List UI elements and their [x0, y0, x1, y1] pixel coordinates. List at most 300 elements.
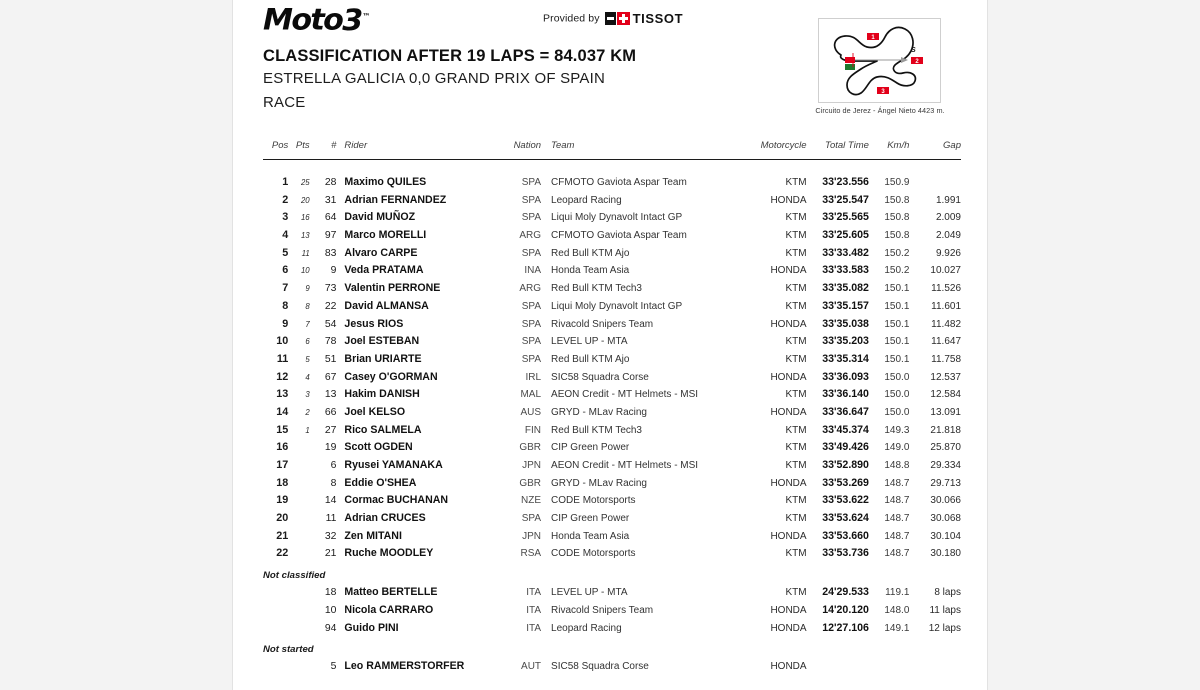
cell-kmh: 148.7 [884, 530, 910, 542]
cell-total-time: 33'35.314 [822, 352, 869, 365]
cell-position: 6 [282, 264, 289, 277]
cell-number: 67 [324, 371, 337, 383]
cell-gap: 30.068 [930, 513, 961, 525]
svg-text:1: 1 [871, 34, 875, 41]
cell-points [288, 584, 309, 602]
section-not-started [263, 637, 961, 658]
col-header-gap: Gap [909, 140, 961, 160]
section-not-classified-label: Not classified [263, 569, 326, 581]
cell-gap: 11.526 [931, 283, 961, 295]
cell-number: 13 [324, 389, 337, 401]
cell-gap: 10.027 [930, 265, 961, 277]
table-row[interactable] [263, 351, 961, 369]
cell-number: 6 [330, 460, 337, 471]
cell-position: 19 [276, 494, 289, 507]
table-row[interactable] [263, 244, 961, 262]
cell-empty [869, 637, 909, 658]
cell-motorcycle: HONDA [770, 318, 807, 330]
cell-total-time: 33'49.426 [822, 441, 869, 454]
svg-text:2: 2 [915, 58, 919, 65]
cell-points [288, 510, 309, 528]
cell-motorcycle: KTM [785, 424, 807, 436]
cell-rider: Cormac BUCHANAN [344, 494, 449, 507]
cell-team: CFMOTO Gaviota Aspar Team [551, 177, 687, 188]
cell-rider: Zen MITANI [344, 529, 402, 542]
col-header-team: Team [541, 140, 738, 160]
cell-position: 5 [282, 246, 289, 259]
cell-position: 8 [282, 299, 289, 312]
table-row[interactable] [263, 280, 961, 298]
cell-gap: 8 laps [934, 587, 961, 599]
cell-points [288, 601, 309, 619]
cell-position: 10 [276, 335, 289, 348]
cell-empty [490, 563, 541, 584]
cell-gap: 25.870 [930, 442, 961, 454]
cell-motorcycle: KTM [785, 353, 807, 365]
cell-total-time: 33'53.660 [822, 529, 869, 542]
cell-nation: ITA [526, 587, 542, 599]
cell-motorcycle: HONDA [770, 622, 807, 634]
cell-team: Honda Team Asia [551, 530, 630, 542]
cell-points: 9 [305, 284, 310, 294]
cell-total-time: 33'33.482 [822, 246, 869, 259]
cell-position: 7 [282, 282, 289, 295]
cell-gap: 2.009 [935, 212, 961, 224]
cell-number: 66 [324, 406, 337, 418]
cell-motorcycle: HONDA [770, 194, 807, 206]
cell-kmh: 149.1 [884, 622, 910, 634]
cell-team: CODE Motorsports [551, 548, 636, 560]
cell-gap: 30.104 [930, 530, 961, 542]
cell-points: 4 [305, 372, 310, 382]
cell-total-time: 33'53.269 [822, 476, 869, 489]
cell-total-time: 33'35.038 [822, 317, 869, 330]
cell-number: 5 [330, 661, 337, 673]
cell-total-time: 33'25.547 [822, 193, 869, 206]
cell-team: Leopard Racing [551, 194, 622, 206]
cell-team: Rivacold Snipers Team [551, 318, 654, 330]
table-row[interactable] [263, 368, 961, 386]
circuit-caption: Circuito de Jerez - Ángel Nieto 4423 m. [815, 106, 945, 115]
cell-team: GRYD - MLav Racing [551, 477, 647, 489]
cell-rider: Hakim DANISH [344, 388, 420, 401]
page-title: CLASSIFICATION AFTER 19 LAPS = 84.037 KM [263, 47, 637, 65]
cell-rider: Nicola CARRARO [344, 603, 434, 616]
trademark-icon: ™ [362, 12, 371, 21]
cell-points: 13 [300, 231, 310, 241]
cell-number: 21 [324, 548, 337, 560]
cell-points: 20 [300, 195, 310, 205]
cell-total-time: 33'33.583 [822, 264, 869, 277]
cell-total-time: 33'35.157 [822, 299, 869, 312]
classification-table [263, 140, 961, 676]
cell-motorcycle: KTM [785, 548, 807, 560]
cell-total-time [807, 658, 869, 676]
table-row[interactable] [263, 474, 961, 492]
cell-nation: SPA [521, 194, 542, 206]
cell-rider: Maximo QUILES [344, 176, 427, 188]
cell-empty [490, 637, 541, 658]
cell-team: Rivacold Snipers Team [551, 604, 654, 616]
cell-kmh: 150.1 [884, 336, 910, 348]
cell-rider: Ryusei YAMANAKA [344, 459, 443, 471]
cell-nation: JPN [522, 460, 542, 471]
cell-total-time: 24'29.533 [822, 586, 869, 599]
cell-nation: AUS [520, 406, 542, 418]
cell-number: 31 [324, 194, 337, 206]
cell-kmh: 148.7 [884, 513, 910, 525]
cell-points: 5 [305, 354, 310, 364]
cell-number: 9 [330, 265, 337, 277]
cell-team: Honda Team Asia [551, 265, 630, 277]
cell-motorcycle: KTM [785, 300, 807, 312]
cell-rider: Marco MORELLI [344, 229, 427, 242]
cell-position: 2 [282, 193, 289, 206]
cell-rider: Brian URIARTE [344, 352, 422, 365]
cell-nation: RSA [520, 548, 542, 560]
cell-number: 97 [324, 230, 337, 242]
cell-position: 11 [276, 352, 289, 365]
cell-total-time: 33'45.374 [822, 423, 869, 436]
cell-rider: Eddie O'SHEA [344, 476, 417, 489]
table-row[interactable] [263, 439, 961, 457]
cell-position: 9 [282, 317, 289, 330]
section-not-classified [263, 563, 961, 584]
cell-rider: Leo RAMMERSTORFER [344, 660, 465, 673]
cell-team: Liqui Moly Dynavolt Intact GP [551, 212, 683, 224]
cell-gap: 12.584 [930, 389, 961, 401]
cell-points [288, 658, 309, 676]
cell-nation: JPN [522, 530, 542, 542]
cell-nation: SPA [521, 353, 542, 365]
document-header [233, 0, 987, 122]
cell-total-time: 33'36.140 [822, 388, 869, 401]
table-row[interactable] [263, 457, 961, 475]
cell-points: 10 [300, 266, 310, 276]
cell-team: CFMOTO Gaviota Aspar Team [551, 230, 687, 242]
cell-points: 3 [305, 390, 310, 400]
cell-nation: ARG [519, 230, 542, 242]
cell-team: Red Bull KTM Tech3 [551, 424, 642, 436]
cell-kmh: 150.1 [884, 300, 910, 312]
svg-text:S: S [911, 47, 916, 54]
cell-position [263, 601, 288, 619]
moto3-logo-number: 3 [342, 2, 363, 37]
cell-nation: SPA [521, 247, 542, 259]
cell-position: 4 [282, 229, 289, 242]
cell-nation: ITA [526, 604, 542, 616]
cell-motorcycle: KTM [785, 177, 807, 188]
cell-points: 25 [300, 178, 310, 187]
cell-points: 6 [305, 337, 310, 347]
table-row[interactable] [263, 510, 961, 528]
cell-rider: Guido PINI [344, 621, 399, 634]
cell-number: 18 [324, 587, 337, 599]
table-row[interactable] [263, 191, 961, 209]
col-header-pts: Pts [288, 140, 309, 160]
cell-number: 27 [324, 424, 337, 436]
cell-kmh: 149.0 [884, 442, 910, 454]
cell-points [288, 439, 309, 457]
tissot-wordmark: TISSOT [632, 11, 684, 26]
cell-number: 83 [324, 247, 337, 259]
cell-points: 11 [301, 248, 310, 258]
cell-motorcycle: HONDA [770, 477, 807, 489]
cell-kmh: 119.1 [885, 587, 910, 599]
cell-motorcycle: HONDA [770, 265, 807, 277]
cell-position: 13 [276, 388, 289, 401]
col-header-rider: Rider [336, 140, 490, 160]
cell-nation: ITA [526, 622, 542, 634]
session-name: RACE [263, 94, 306, 111]
cell-gap: 2.049 [935, 230, 961, 242]
cell-position [263, 619, 288, 637]
cell-motorcycle: HONDA [770, 661, 807, 673]
table-row[interactable] [263, 333, 961, 351]
cell-total-time: 33'25.565 [822, 211, 869, 224]
cell-number: 94 [324, 622, 337, 634]
cell-motorcycle: HONDA [770, 604, 807, 616]
cell-gap: 11.482 [931, 318, 961, 330]
cell-number: 8 [330, 477, 337, 489]
table-row[interactable] [263, 404, 961, 422]
cell-empty [807, 563, 869, 584]
cell-motorcycle: KTM [785, 212, 807, 224]
col-header-motorcycle: Motorcycle [738, 140, 807, 160]
cell-nation: SPA [521, 336, 542, 348]
cell-gap: 29.334 [930, 460, 961, 471]
table-row[interactable] [263, 209, 961, 227]
cell-motorcycle: KTM [785, 495, 807, 507]
cell-motorcycle: HONDA [770, 371, 807, 383]
cell-kmh: 149.3 [884, 424, 910, 436]
cell-number: 73 [324, 283, 337, 295]
cell-rider: Matteo BERTELLE [344, 586, 438, 599]
cell-rider: Ruche MOODLEY [344, 547, 434, 560]
document-page [232, 0, 988, 690]
cell-points [288, 457, 309, 475]
cell-team: Leopard Racing [551, 622, 622, 634]
cell-number: 11 [325, 513, 337, 525]
circuit-map [818, 18, 941, 103]
cell-points: 7 [305, 319, 310, 329]
cell-gap: 1.991 [935, 194, 961, 206]
cell-kmh: 148.8 [884, 460, 910, 471]
col-header-kmh: Km/h [869, 140, 909, 160]
cell-total-time: 14'20.120 [822, 603, 869, 616]
tissot-cross-icon [605, 12, 630, 25]
cell-position: 12 [276, 370, 289, 383]
cell-motorcycle: KTM [785, 230, 807, 242]
cell-team: CODE Motorsports [551, 495, 636, 507]
cell-kmh: 150.1 [884, 353, 910, 365]
cell-nation: SPA [521, 300, 542, 312]
cell-team: SIC58 Squadra Corse [551, 661, 649, 673]
cell-kmh [869, 658, 909, 676]
cell-kmh: 150.9 [884, 177, 910, 188]
cell-kmh: 150.0 [884, 371, 910, 383]
cell-points [288, 545, 309, 563]
cell-empty [541, 563, 738, 584]
cell-empty [909, 563, 961, 584]
cell-empty [336, 637, 490, 658]
table-row[interactable] [263, 386, 961, 404]
col-header-total-time: Total Time [807, 140, 869, 160]
table-row[interactable] [263, 421, 961, 439]
cell-motorcycle: KTM [785, 247, 807, 259]
cell-position: 18 [276, 476, 289, 489]
cell-total-time: 33'25.605 [822, 229, 869, 242]
provided-by-label: Provided by [543, 12, 600, 25]
cell-gap: 11.601 [931, 300, 961, 312]
table-row[interactable] [263, 315, 961, 333]
cell-kmh: 148.7 [884, 495, 910, 507]
cell-empty [738, 563, 807, 584]
cell-position [263, 658, 288, 676]
table-row[interactable] [263, 492, 961, 510]
cell-nation: GBR [519, 442, 542, 454]
cell-position [263, 584, 288, 602]
cell-nation: IRL [525, 371, 542, 383]
table-row[interactable] [263, 527, 961, 545]
cell-nation: SPA [521, 177, 542, 188]
cell-number: 64 [324, 212, 337, 224]
cell-number: 51 [324, 353, 337, 365]
cell-kmh: 150.8 [884, 230, 910, 242]
cell-nation: SPA [521, 513, 542, 525]
cell-team: CIP Green Power [551, 442, 630, 454]
cell-gap [909, 658, 961, 676]
cell-nation: INA [524, 265, 542, 277]
cell-total-time: 33'53.736 [822, 547, 869, 560]
cell-motorcycle: KTM [785, 336, 807, 348]
cell-rider: David ALMANSA [344, 299, 429, 312]
cell-gap: 13.091 [930, 406, 961, 418]
cell-rider: Adrian CRUCES [344, 512, 426, 525]
table-row[interactable] [263, 545, 961, 563]
cell-gap: 11 laps [929, 604, 961, 616]
cell-rider: Casey O'GORMAN [344, 370, 438, 383]
cell-points: 8 [305, 301, 310, 311]
cell-motorcycle: KTM [785, 389, 807, 401]
cell-team: AEON Credit - MT Helmets - MSI [551, 389, 699, 401]
cell-team: LEVEL UP - MTA [551, 587, 628, 599]
cell-total-time: 33'36.647 [822, 405, 869, 418]
cell-kmh: 150.8 [884, 212, 910, 224]
table-body [263, 160, 961, 676]
cell-number: 28 [324, 177, 337, 188]
cell-rider: Joel KELSO [344, 405, 406, 418]
cell-team: GRYD - MLav Racing [551, 406, 647, 418]
cell-gap: 12.537 [930, 371, 961, 383]
table-row[interactable] [263, 584, 961, 602]
cell-kmh: 148.7 [884, 548, 910, 560]
cell-kmh: 150.0 [884, 406, 910, 418]
cell-position: 15 [276, 423, 289, 436]
cell-nation: SPA [521, 318, 542, 330]
cell-gap: 9.926 [935, 247, 961, 259]
cell-team: Red Bull KTM Ajo [551, 247, 630, 259]
tissot-logo [605, 11, 684, 26]
moto3-logo-word: Moto [263, 2, 343, 37]
cell-position: 22 [276, 547, 289, 560]
cell-nation: ARG [519, 283, 542, 295]
cell-position: 20 [276, 512, 289, 525]
cell-nation: GBR [519, 477, 542, 489]
cell-kmh: 150.2 [884, 247, 910, 259]
table-row[interactable] [263, 658, 961, 676]
cell-position: 1 [282, 176, 289, 188]
cell-position: 14 [276, 405, 289, 418]
cell-gap: 30.180 [930, 548, 961, 560]
cell-team: LEVEL UP - MTA [551, 336, 628, 348]
cell-rider: Veda PRATAMA [344, 264, 424, 277]
page-content [233, 0, 987, 690]
table-row[interactable] [263, 160, 961, 192]
cell-position: 16 [276, 441, 289, 454]
cell-team: AEON Credit - MT Helmets - MSI [551, 460, 699, 471]
table-row[interactable] [263, 601, 961, 619]
cell-kmh: 148.7 [884, 477, 910, 489]
cell-gap: 29.713 [930, 477, 961, 489]
table-row[interactable] [263, 227, 961, 245]
cell-rider: Alvaro CARPE [344, 246, 418, 259]
cell-gap: 21.818 [930, 424, 961, 436]
section-not-started-label: Not started [263, 643, 314, 655]
table-row[interactable] [263, 262, 961, 280]
col-header-number: # [310, 140, 337, 160]
cell-rider: Scott OGDEN [344, 441, 413, 454]
cell-points [288, 619, 309, 637]
cell-points [288, 527, 309, 545]
cell-gap: 12 laps [928, 622, 961, 634]
cell-gap: 11.758 [931, 353, 961, 365]
col-header-nation: Nation [490, 140, 541, 160]
svg-text:3: 3 [881, 88, 885, 95]
cell-empty [738, 637, 807, 658]
cell-points: 16 [300, 213, 310, 223]
cell-nation: SPA [521, 212, 542, 224]
cell-motorcycle: KTM [785, 587, 807, 599]
cell-total-time: 33'35.203 [822, 335, 869, 348]
cell-gap: 11.647 [931, 336, 961, 348]
cell-rider: Jesus RIOS [344, 317, 404, 330]
table-header [263, 140, 961, 160]
cell-points [288, 474, 309, 492]
cell-total-time: 33'23.556 [822, 176, 869, 188]
cell-kmh: 150.0 [884, 389, 910, 401]
cell-rider: Valentin PERRONE [344, 282, 441, 295]
table-row[interactable] [263, 297, 961, 315]
cell-kmh: 150.1 [884, 318, 910, 330]
cell-kmh: 148.0 [884, 604, 910, 616]
cell-total-time: 12'27.106 [822, 621, 869, 634]
cell-position: 17 [276, 459, 289, 471]
moto3-logo [263, 2, 370, 35]
cell-motorcycle: KTM [785, 460, 807, 471]
cell-empty [909, 637, 961, 658]
table-row[interactable] [263, 619, 961, 637]
cell-nation: NZE [521, 495, 542, 507]
col-header-pos: Pos [263, 140, 288, 160]
cell-position: 21 [276, 529, 289, 542]
cell-motorcycle: KTM [785, 283, 807, 295]
cell-team: Liqui Moly Dynavolt Intact GP [551, 300, 683, 312]
cell-total-time: 33'36.093 [822, 370, 869, 383]
circuit-map-svg [819, 19, 940, 102]
cell-rider: Joel ESTEBAN [344, 335, 420, 348]
cell-number: 22 [324, 300, 337, 312]
